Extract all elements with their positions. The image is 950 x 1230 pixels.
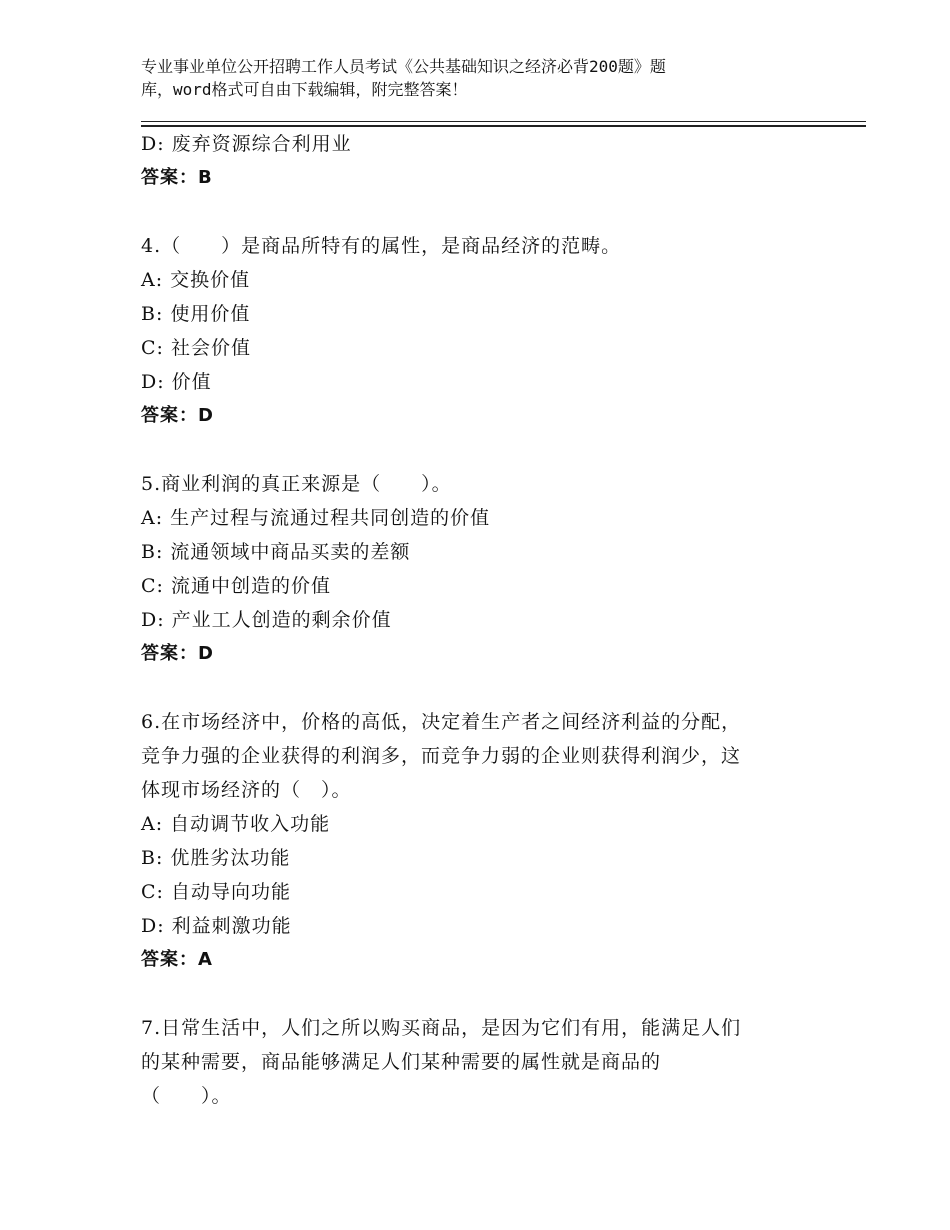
header-line-1: 专业事业单位公开招聘工作人员考试《公共基础知识之经济必背200题》题 [141,57,666,76]
option-b: B: 优胜劣汰功能 [141,847,291,869]
spacer [141,433,801,467]
option-c: C: 流通中创造的价值 [141,575,331,597]
option-b: B: 流通领域中商品买卖的差额 [141,541,411,563]
option-c: C: 自动导向功能 [141,881,291,903]
option-b: B: 使用价值 [141,303,251,325]
question-stem: 5.商业利润的真正来源是（ ）。 [141,473,452,495]
option-d: D: 价值 [141,371,212,393]
stem-line: 6.在市场经济中，价格的高低，决定着生产者之间经济利益的分配， [141,711,742,733]
question-stem [141,705,801,807]
answer-label: 答案：A [141,949,213,970]
answer-label: 答案：B [141,167,213,188]
stem-line: （ ）。 [141,1085,232,1107]
answer-label: 答案：D [141,643,214,664]
option-d: D: 利益刺激功能 [141,915,292,937]
header-line-2: 库，word格式可自由下载编辑，附完整答案！ [141,80,468,99]
stem-line: 7.日常生活中，人们之所以购买商品，是因为它们有用，能满足人们 [141,1017,742,1039]
stem-line: 体现市场经济的（ ）。 [141,779,352,801]
header-divider-thin [141,121,866,122]
option-a: A: 生产过程与流通过程共同创造的价值 [141,507,491,529]
option-a: A: 交换价值 [141,269,251,291]
spacer [141,671,801,705]
option-d: D: 废弃资源综合利用业 [141,133,352,155]
question-stem [141,1011,801,1113]
question-7 [141,1011,801,1113]
stem-line: 竞争力强的企业获得的利润多，而竞争力弱的企业则获得利润少，这 [141,745,742,767]
option-a: A: 自动调节收入功能 [141,813,331,835]
option-c: C: 社会价值 [141,337,251,359]
page-header [141,55,781,101]
answer-label: 答案：D [141,405,214,426]
spacer [141,977,801,1011]
option-d: D: 产业工人创造的剩余价值 [141,609,392,631]
question-5 [141,467,801,671]
question-3-tail [141,127,801,195]
spacer [141,195,801,229]
question-4 [141,229,801,433]
question-list [141,127,801,1113]
question-stem: 4.（ ）是商品所特有的属性，是商品经济的范畴。 [141,235,622,257]
stem-line: 的某种需要，商品能够满足人们某种需要的属性就是商品的 [141,1051,662,1073]
question-6 [141,705,801,977]
